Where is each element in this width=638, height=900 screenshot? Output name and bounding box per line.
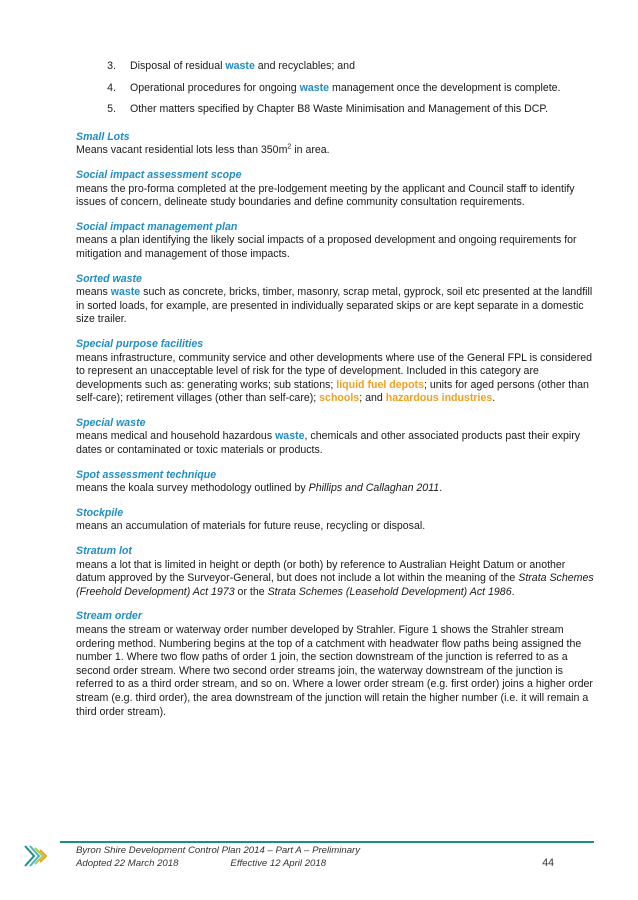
term-definition: means medical and household hazardous waste, chemicals and other associated products past their expiry dates or contaminated or toxic materials or products. [76, 430, 581, 457]
term-definition: means the koala survey methodology outlined by Phillips and Callaghan 2011. [76, 482, 443, 495]
term-spot-assessment-technique [76, 469, 594, 496]
term-definition: Means vacant residential lots less than $350m^2$ in area. [76, 143, 330, 157]
term-sorted-waste [76, 273, 594, 327]
term-title: Social impact management plan [76, 220, 238, 233]
term-title: Special purpose facilities [76, 337, 204, 350]
term-title: Sorted waste [76, 272, 142, 285]
liquid-fuel-depots-link[interactable]: liquid fuel depots [336, 378, 424, 391]
waste-link[interactable]: waste [275, 430, 305, 443]
term-title: Spot assessment technique [76, 468, 217, 481]
term-stratum-lot [76, 545, 594, 599]
page-footer [76, 845, 594, 870]
term-title: Stratum lot [76, 545, 132, 558]
term-title: Small Lots [76, 130, 130, 143]
footer-rule [60, 841, 594, 843]
term-definition: means infrastructure, community service and other developments where use of the General FPL is considered to represent an unacceptable level of risk for the type of development. Included in this category are developments such as: generating works; sub stations; liquid fuel depots; units for aged persons (other than self-care); retirement villages (other than self-care); schools; and hazardous industries. [76, 351, 593, 405]
term-stockpile [76, 507, 594, 534]
term-definition: means a plan identifying the likely social impacts of a proposed development and ongoing requirements for mitigation and management of those impacts. [76, 234, 577, 260]
list-number: 4. [107, 81, 116, 94]
list-item [76, 82, 594, 96]
list-text: and recyclables; and [254, 60, 355, 72]
schools-link[interactable]: schools [319, 392, 360, 405]
list-item [76, 103, 594, 117]
list-text: Disposal of residual [130, 60, 226, 72]
waste-link[interactable]: waste [225, 60, 255, 72]
waste-link[interactable]: waste [299, 81, 330, 94]
term-definition: means the stream or waterway order number developed by Strahler. Figure 1 shows the Strahler stream ordering method. Numbering begins at the top of a catchment with headwater flow paths being assigned the number 1. Where two flow paths of order 1 join, the section downstream of the junction is referred to as a second order stream. Where two second order streams join, the waterway downstream of the junction is referred to as a third order stream, and so on. Where a lower order stream (e.g. first order) joins a higher order stream (e.g. third order), the area downstream of the junction will retain the higher number (i.e. it will remain a third order stream). [76, 624, 593, 718]
list-number: 3. [107, 60, 116, 72]
term-social-impact-management-plan [76, 221, 594, 262]
term-definition: means the pro-forma completed at the pre-lodgement meeting by the applicant and Council staff to identify issues of concern, delineate study boundaries and define community consultation requirements. [76, 182, 575, 209]
term-title: Social impact assessment scope [76, 168, 242, 181]
term-title: Stockpile [76, 506, 124, 519]
page-number: 44 [542, 857, 554, 869]
list-text: management once the development is complete. [329, 81, 561, 94]
term-definition: means an accumulation of materials for future reuse, recycling or disposal. [76, 520, 426, 533]
term-definition: means a lot that is limited in height or depth (or both) by reference to Australian Height Datum or another datum approved by the Surveyor-General, but does not include a lot within the meaning of the Strata Schemes (Freehold Development) Act 1973 or the Strata Schemes (Leasehold Development) Act 1986. [76, 558, 594, 598]
waste-link[interactable]: waste [110, 286, 141, 299]
footer-title: Byron Shire Development Control Plan 2014 – Part A – Preliminary [76, 845, 361, 856]
byron-shire-logo-icon [22, 842, 50, 870]
term-small-lots [76, 131, 594, 158]
term-stream-order [76, 610, 594, 719]
footer-effective: Effective 12 April 2018 [230, 857, 327, 869]
term-social-impact-assessment-scope [76, 169, 594, 210]
term-special-purpose-facilities [76, 338, 594, 406]
list-text: Other matters specified by Chapter B8 Waste Minimisation and Management of this DCP. [130, 103, 549, 116]
list-text: Operational procedures for ongoing [130, 81, 300, 94]
term-special-waste [76, 417, 594, 458]
list-number: 5. [107, 103, 116, 116]
term-title: Special waste [76, 416, 146, 429]
numbered-list [76, 60, 594, 117]
term-title: Stream order [76, 610, 142, 623]
document-body [76, 60, 594, 730]
footer-adopted: Adopted 22 March 2018 [76, 857, 179, 869]
list-item [76, 60, 594, 74]
hazardous-industries-link[interactable]: hazardous industries [385, 392, 493, 405]
term-definition: means waste such as concrete, bricks, timber, masonry, scrap metal, gyprock, soil etc presented at the landfill in sorted loads, for example, are presented in individually separated skips or are kept separate in a domestic size trailer. [76, 286, 593, 326]
